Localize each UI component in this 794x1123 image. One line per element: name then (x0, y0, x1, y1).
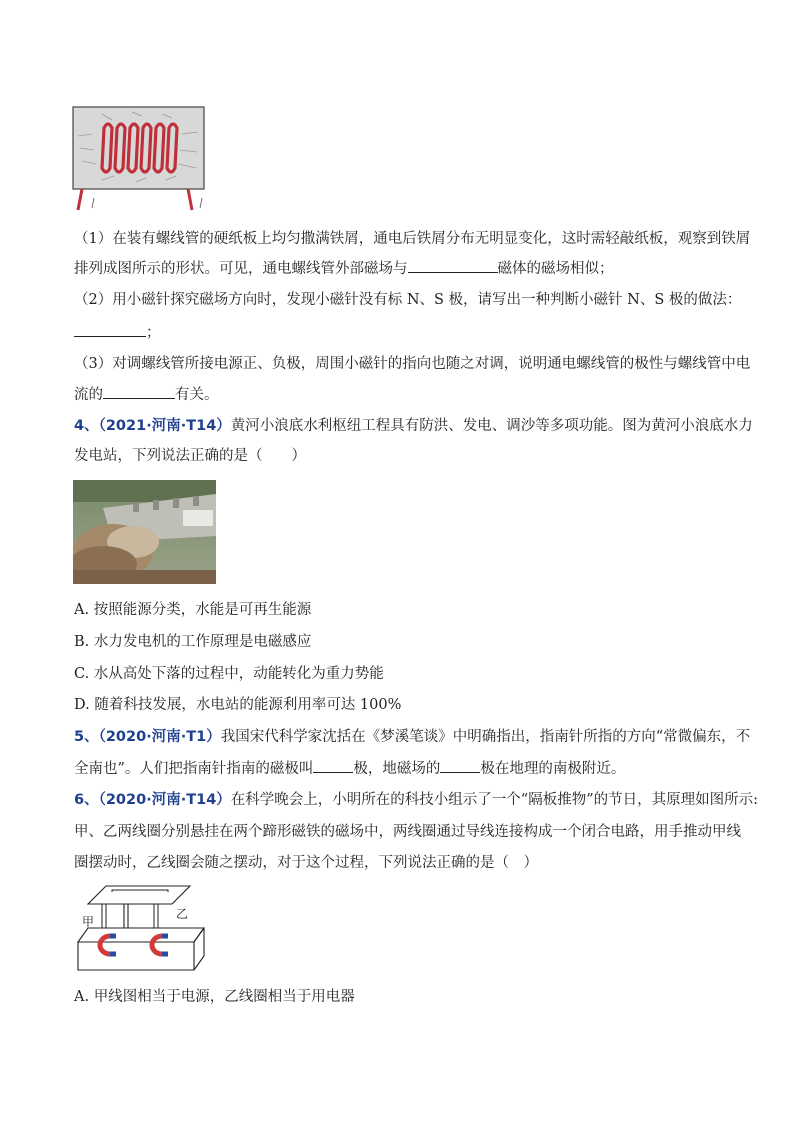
coil-label-yi: 乙 (176, 907, 189, 921)
coil-label-jia: 甲 (82, 915, 95, 929)
q4-option-d[interactable]: D. 随着科技发展，水电站的能源利用率可达 100% (74, 697, 402, 713)
question-number: 4、 (74, 418, 99, 434)
answer-blank[interactable] (103, 384, 175, 399)
q6-stem-line1 (74, 790, 759, 810)
q3-part3-line2 (74, 384, 734, 405)
q4-option-c[interactable]: C. 水从高处下落的过程中，动能转化为重力势能 (74, 666, 384, 682)
q4-option-b[interactable]: B. 水力发电机的工作原理是电磁感应 (74, 634, 312, 650)
question-number: 5、 (74, 729, 99, 745)
q5-text: 全南也”。人们把指南针指南的磁极叫 (74, 761, 314, 777)
question-stem: 在科学晚会上，小明所在的科技小组示了一个“隔板推物”的节日，其原理如图所示: (230, 792, 759, 808)
question-number: 6、 (74, 792, 99, 808)
solenoid-iron-filings-figure (72, 106, 208, 212)
answer-blank[interactable] (408, 258, 498, 273)
answer-blank[interactable] (313, 758, 353, 773)
q3-part1-text: 排列成图所示的形状。可见，通电螺线管外部磁场与 (74, 261, 408, 277)
answer-blank[interactable] (74, 322, 146, 337)
q3-part2-text-end: ； (146, 325, 161, 341)
q6-option-a[interactable]: A. 甲线图相当于电源，乙线圈相当于用电器 (74, 989, 355, 1005)
question-source-tag: （2020·河南·T1） (98, 729, 221, 745)
question-source-tag: （2020·河南·T14） (98, 792, 231, 808)
q3-part3-line1: （3）对调螺线管所接电源正、负极，周围小磁针的指向也随之对调，说明通电螺线管的极性与螺线管中电 (74, 356, 751, 372)
hydropower-station-photo (73, 480, 216, 584)
q5-text-mid: 极，地磁场的 (353, 761, 441, 777)
q3-part3-text-end: 有关。 (175, 387, 219, 403)
q4-stem-line2: 发电站，下列说法正确的是（ ） (74, 448, 306, 464)
q3-part1-text-end: 磁体的磁场相似； (497, 261, 614, 277)
q3-part2-line2 (74, 322, 734, 343)
question-stem: 黄河小浪底水利枢纽工程具有防洪、发电、调沙等多项功能。图为黄河小浪底水力 (230, 418, 753, 434)
q5-text-end: 极在地理的南极附近。 (480, 761, 626, 777)
question-stem: 我国宋代科学家沈括在《梦溪笔谈》中明确指出，指南针所指的方向“常微偏东，不 (220, 729, 751, 745)
q4-stem-line1 (74, 416, 753, 436)
coils-magnets-diagram (72, 884, 212, 972)
q4-option-a[interactable]: A. 按照能源分类，水能是可再生能源 (74, 602, 312, 618)
q6-stem-line3: 圈摆动时，乙线圈会随之摆动，对于这个过程，下列说法正确的是（ ） (74, 855, 538, 871)
q5-stem-line2 (74, 758, 734, 779)
q3-part3-text: 流的 (74, 387, 103, 403)
q3-part1-line2 (74, 258, 734, 279)
q3-part1-line1: （1）在装有螺线管的硬纸板上均匀撒满铁屑，通电后铁屑分布无明显变化，这时需轻敲纸板，观察到铁屑 (74, 231, 751, 247)
q3-part2-line1: （2）用小磁针探究磁场方向时，发现小磁针没有标 N、S 极，请写出一种判断小磁针 N、S 极的做法： (74, 292, 742, 308)
q5-stem-line1 (74, 727, 751, 747)
q6-stem-line2: 甲、乙两线圈分别悬挂在两个蹄形磁铁的磁场中，两线圈通过导线连接构成一个闭合电路，用手推动甲线 (74, 824, 741, 840)
question-source-tag: （2021·河南·T14） (98, 418, 231, 434)
answer-blank[interactable] (440, 758, 480, 773)
